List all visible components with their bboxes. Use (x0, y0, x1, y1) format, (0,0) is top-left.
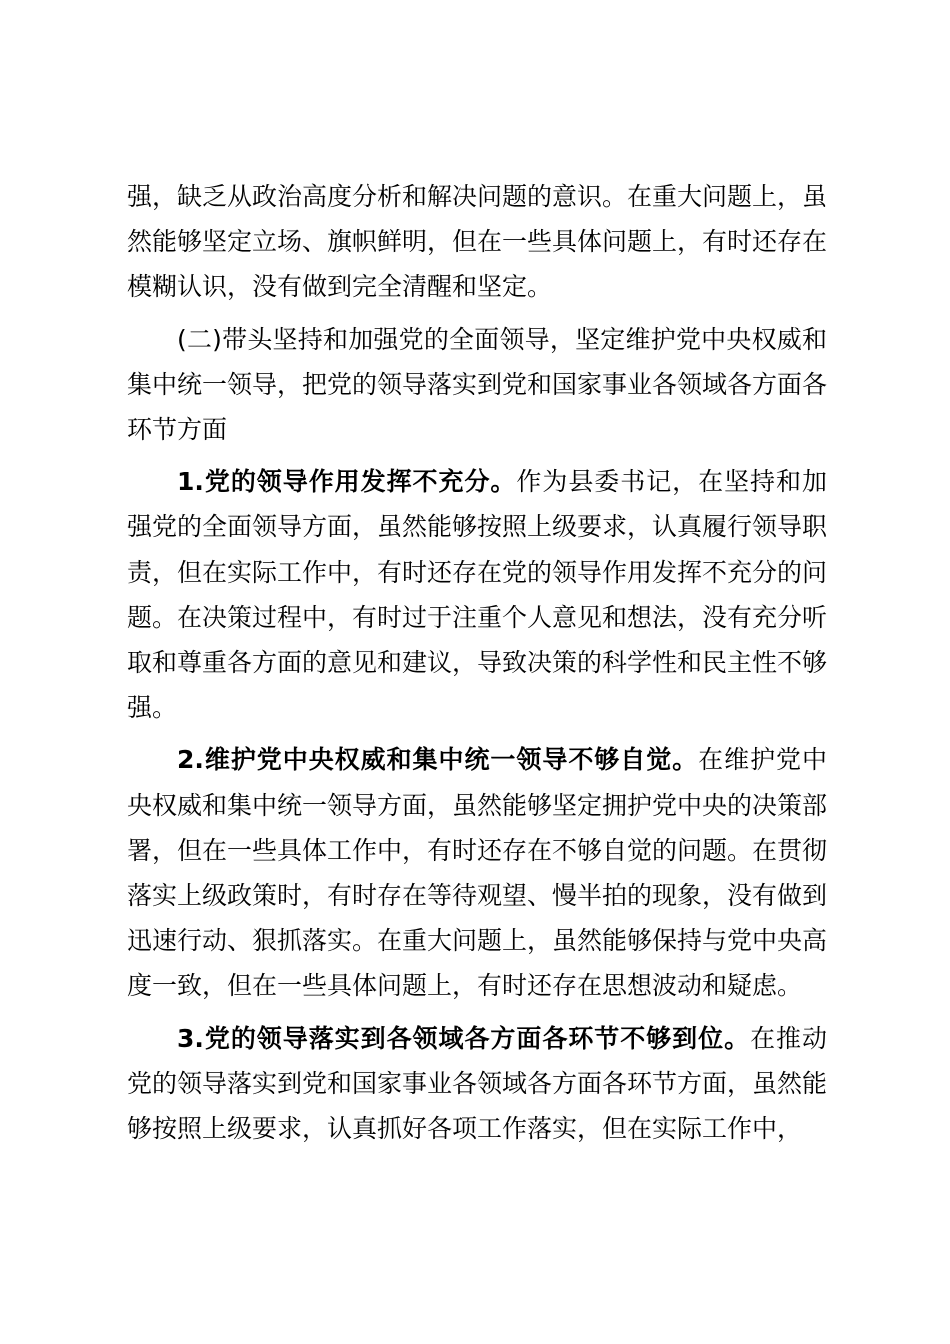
paragraph-text: 在推动党的领导落实到党和国家事业各领域各方面各环节方面，虽然能够按照上级要求，认真抓好各项工作落实，但在实际工作中， (127, 1023, 828, 1144)
paragraph-text: 作为县委书记，在坚持和加强党的全面领导方面，虽然能够按照上级要求，认真履行领导职责，但在实际工作中，有时还存在党的领导作用发挥不充分的问题。在决策过程中，有时过于注重个人意见和想法，没有充分听取和尊重各方面的意见和建议，导致决策的科学性和民主性不够强。 (127, 467, 828, 723)
section-heading-text: (二)带头坚持和加强党的全面领导，坚定维护党中央权威和集中统一领导，把党的领导落实到党和国家事业各领域各方面各环节方面 (127, 324, 828, 445)
paragraph-text: 强，缺乏从政治高度分析和解决问题的意识。在重大问题上，虽然能够坚定立场、旗帜鲜明，但在一些具体问题上，有时还存在模糊认识，没有做到完全清醒和坚定。 (127, 182, 828, 302)
paragraph-item-3 (127, 1016, 827, 1152)
paragraph-item-2 (127, 737, 827, 1008)
item-lead: 1.党的领导作用发挥不充分。 (177, 467, 517, 497)
item-lead: 3.党的领导落实到各领域各方面各环节不够到位。 (177, 1023, 751, 1053)
item-lead: 2.维护党中央权威和集中统一领导不够自觉。 (177, 745, 699, 775)
document-body (127, 174, 827, 1158)
paragraph-item-1 (127, 459, 827, 730)
paragraph-text: 在维护党中央权威和集中统一领导方面，虽然能够坚定拥护党中央的决策部署，但在一些具体工作中，有时还存在不够自觉的问题。在贯彻落实上级政策时，有时存在等待观望、慢半拍的现象，没有做到迅速行动、狠抓落实。在重大问题上，虽然能够保持与党中央高度一致，但在一些具体问题上，有时还存在思想波动和疑虑。 (127, 745, 828, 1001)
section-heading (127, 317, 827, 453)
paragraph-continuation (127, 174, 827, 310)
